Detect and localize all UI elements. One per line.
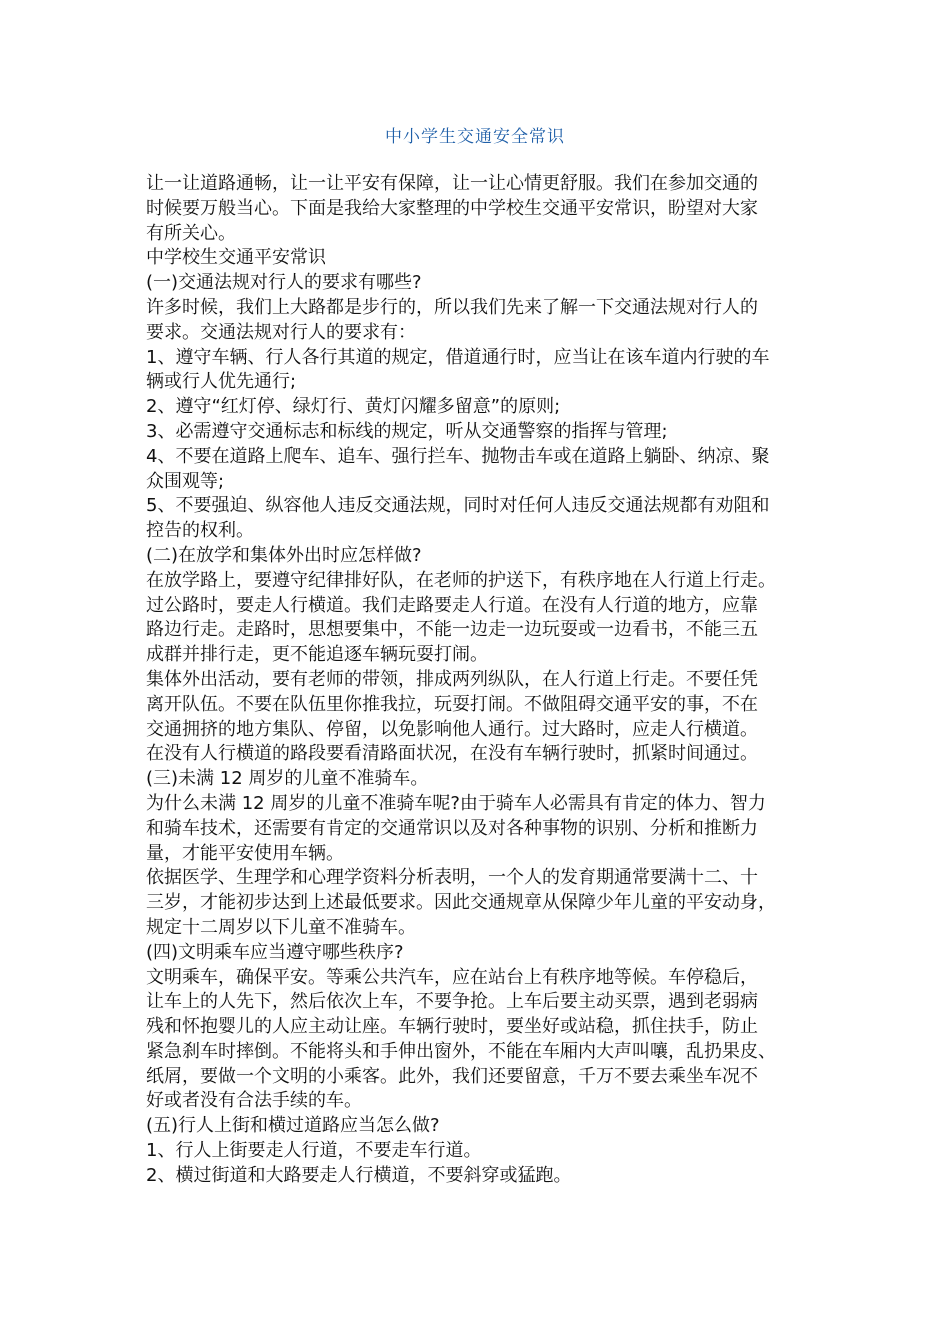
text-line: 2、遵守“红灯停、绿灯行、黄灯闪耀多留意”的原则;	[146, 396, 561, 418]
text-line: 辆或行人优先通行;	[146, 371, 297, 393]
text-line: 1、遵守车辆、行人各行其道的规定，借道通行时，应当让在该车道内行驶的车	[146, 346, 770, 368]
text-line: (一)交通法规对行人的要求有哪些?	[146, 272, 422, 294]
text-line: 紧急刹车时摔倒。不能将头和手伸出窗外，不能在车厢内大声叫嚷，乱扔果皮、	[146, 1040, 776, 1062]
text-line: 让车上的人先下，然后依次上车，不要争抢。上车后要主动买票，遇到老弱病	[146, 991, 758, 1013]
text-line: 在没有人行横道的路段要看清路面状况，在没有车辆行驶时，抓紧时间通过。	[146, 743, 758, 765]
text-line: 控告的权利。	[146, 520, 254, 542]
text-line: 4、不要在道路上爬车、追车、强行拦车、抛物击车或在道路上躺卧、纳凉、聚	[146, 445, 770, 467]
text-line: 过公路时，要走人行横道。我们走路要走人行道。在没有人行道的地方，应靠	[146, 594, 758, 616]
text-line: 5、不要强迫、纵容他人违反交通法规，同时对任何人违反交通法规都有劝阻和	[146, 495, 770, 517]
text-line: 量，才能平安使用车辆。	[146, 842, 344, 864]
text-line: 和骑车技术，还需要有肯定的交通常识以及对各种事物的识别、分析和推断力	[146, 817, 758, 839]
text-line: 依据医学、生理学和心理学资料分析表明，一个人的发育期通常要满十二、十	[146, 867, 758, 889]
text-line: 有所关心。	[146, 222, 236, 244]
text-line: 残和怀抱婴儿的人应主动让座。车辆行驶时，要坐好或站稳，抓住扶手，防止	[146, 1016, 758, 1038]
text-line: 三岁，才能初步达到上述最低要求。因此交通规章从保障少年儿童的平安动身，	[146, 892, 776, 914]
text-line: 要求。交通法规对行人的要求有：	[146, 321, 416, 343]
text-line: 集体外出活动，要有老师的带领，排成两列纵队，在人行道上行走。不要任凭	[146, 668, 758, 690]
text-line: 让一让道路通畅，让一让平安有保障，让一让心情更舒服。我们在参加交通的	[146, 173, 758, 194]
text-line: (四)文明乘车应当遵守哪些秩序?	[146, 941, 404, 963]
text-line: 成群并排行走，更不能追逐车辆玩耍打闹。	[146, 644, 488, 666]
text-line: 众围观等;	[146, 470, 225, 492]
text-line: 3、必需遵守交通标志和标线的规定，听从交通警察的指挥与管理;	[146, 420, 668, 442]
text-line: 许多时候，我们上大路都是步行的，所以我们先来了解一下交通法规对行人的	[146, 296, 758, 318]
document-title: 中小学生交通安全常识	[385, 127, 565, 147]
text-line: 时候要万般当心。下面是我给大家整理的中学校生交通平安常识，盼望对大家	[146, 197, 758, 219]
text-line: 2、横过街道和大路要走人行横道，不要斜穿或猛跑。	[146, 1164, 572, 1186]
text-line: 文明乘车，确保平安。等乘公共汽车，应在站台上有秩序地等候。车停稳后，	[146, 966, 758, 988]
text-line: 交通拥挤的地方集队、停留，以免影响他人通行。过大路时，应走人行横道。	[146, 718, 758, 740]
text-line: 路边行走。走路时，思想要集中，不能一边走一边玩耍或一边看书，不能三五	[146, 619, 758, 641]
text-line: (二)在放学和集体外出时应怎样做?	[146, 544, 422, 566]
text-line: 1、行人上街要走人行道，不要走车行道。	[146, 1140, 482, 1162]
text-line: 在放学路上，要遵守纪律排好队，在老师的护送下，有秩序地在人行道上行走。	[146, 569, 776, 591]
text-line: (三)未满 12 周岁的儿童不准骑车。	[146, 768, 429, 790]
text-line: 离开队伍。不要在队伍里你推我拉，玩耍打闹。不做阻碍交通平安的事，不在	[146, 693, 758, 715]
text-line: (五)行人上街和横过道路应当怎么做?	[146, 1115, 440, 1137]
text-line: 好或者没有合法手续的车。	[146, 1090, 362, 1112]
document-body	[146, 172, 812, 1189]
text-line: 纸屑，要做一个文明的小乘客。此外，我们还要留意，千万不要去乘坐车况不	[146, 1065, 758, 1087]
text-line: 中学校生交通平安常识	[146, 247, 326, 269]
text-line: 规定十二周岁以下儿童不准骑车。	[146, 916, 416, 938]
text-line: 为什么未满 12 周岁的儿童不准骑车呢?由于骑车人必需具有肯定的体力、智力	[146, 792, 766, 814]
